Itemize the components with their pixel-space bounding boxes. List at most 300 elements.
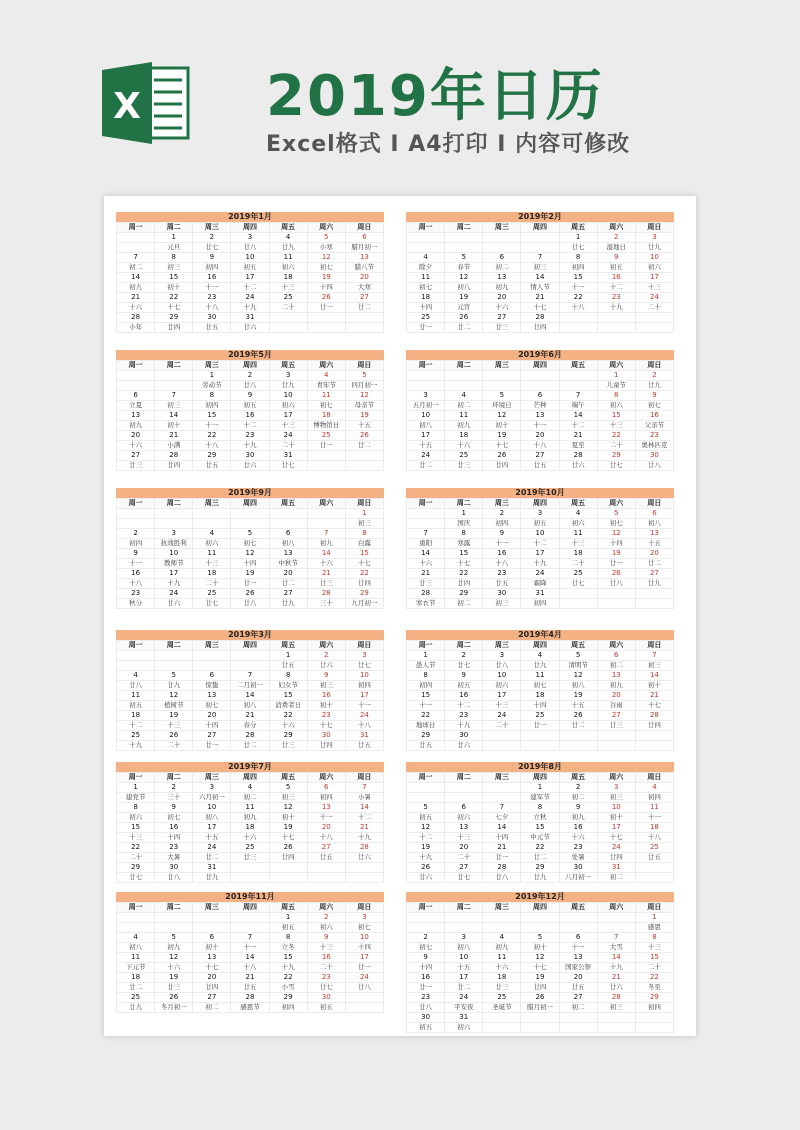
lunar-label: 廿七 [193,599,231,609]
lunar-label: 白露 [345,539,383,549]
lunar-label: 母亲节 [345,401,383,411]
day-number [483,371,521,381]
day-number [483,233,521,243]
day-number: 3 [445,933,483,943]
day-number: 2 [445,651,483,661]
lunar-label: 初八 [635,519,673,529]
day-number: 25 [231,843,269,853]
lunar-label [117,923,155,933]
lunar-label: 廿六 [345,853,383,863]
lunar-label [483,243,521,253]
day-number: 1 [193,371,231,381]
lunar-label [597,323,635,333]
day-number: 20 [345,273,383,283]
lunar-label [559,599,597,609]
lunar-label: 三十 [307,599,345,609]
day-number [559,731,597,741]
month-block [116,212,384,333]
day-number: 8 [407,671,445,681]
lunar-label: 廿八 [597,579,635,589]
day-number: 21 [307,569,345,579]
day-number: 12 [407,823,445,833]
lunar-label: 十七 [635,701,673,711]
day-number: 20 [635,549,673,559]
weekday-header: 周日 [345,361,383,371]
day-number: 25 [193,589,231,599]
day-number: 11 [117,953,155,963]
lunar-label: 十三 [307,943,345,953]
day-number: 22 [407,711,445,721]
day-number: 13 [445,823,483,833]
day-number: 19 [269,823,307,833]
day-number [521,371,559,381]
lunar-label: 廿三 [597,721,635,731]
lunar-label: 十九 [597,963,635,973]
lunar-label: 廿八 [407,1003,445,1013]
day-number: 24 [155,589,193,599]
month-grid [116,360,384,471]
day-number: 6 [597,651,635,661]
lunar-label: 十八 [193,441,231,451]
weekday-header: 周三 [193,641,231,651]
day-number: 28 [559,451,597,461]
day-number: 8 [559,253,597,263]
lunar-label [635,873,673,883]
day-number: 14 [635,671,673,681]
lunar-label: 廿九 [635,381,673,391]
day-number: 5 [269,783,307,793]
lunar-label: 消费者日 [269,701,307,711]
lunar-label: 廿三 [269,741,307,751]
lunar-label: 初六 [635,263,673,273]
lunar-label: 十三 [597,421,635,431]
day-number: 10 [445,953,483,963]
day-number: 6 [559,933,597,943]
day-number [231,651,269,661]
lunar-label: 初五 [231,401,269,411]
weekday-header: 周四 [231,773,269,783]
day-number: 21 [231,973,269,983]
lunar-label: 廿七 [559,579,597,589]
lunar-label: 初七 [155,813,193,823]
day-number: 15 [407,691,445,701]
lunar-label: 廿二 [269,579,307,589]
lunar-label: 十八 [193,303,231,313]
weekday-header: 周一 [407,499,445,509]
month-title: 2019年7月 [116,762,384,772]
day-number: 19 [155,711,193,721]
month-block [406,762,674,883]
weekday-header: 周四 [521,361,559,371]
day-number: 23 [117,589,155,599]
day-number: 23 [445,711,483,721]
lunar-label: 廿五 [559,983,597,993]
lunar-label [307,873,345,883]
lunar-label: 初九 [483,283,521,293]
day-number: 18 [307,411,345,421]
day-number: 31 [345,731,383,741]
lunar-label: 初七 [193,701,231,711]
lunar-label: 初十 [193,943,231,953]
day-number: 13 [483,273,521,283]
lunar-label: 初五 [445,681,483,691]
day-number: 13 [193,953,231,963]
weekday-header: 周五 [559,499,597,509]
day-number: 8 [597,391,635,401]
lunar-label: 芒种 [521,401,559,411]
lunar-label: 廿四 [155,323,193,333]
day-number: 15 [445,549,483,559]
lunar-label: 初六 [269,401,307,411]
day-number: 27 [483,313,521,323]
lunar-label: 初八 [193,813,231,823]
lunar-label: 腊月初一 [521,1003,559,1013]
day-number: 23 [635,431,673,441]
day-number: 14 [307,549,345,559]
weekday-header: 周五 [269,223,307,233]
lunar-label: 十三 [635,943,673,953]
lunar-label: 廿三 [117,461,155,471]
lunar-label: 廿四 [521,983,559,993]
lunar-label: 初五 [407,813,445,823]
day-number: 1 [269,913,307,923]
lunar-label [559,323,597,333]
lunar-label [307,323,345,333]
day-number: 27 [559,993,597,1003]
day-number [597,913,635,923]
lunar-label: 廿六 [559,461,597,471]
day-number: 19 [307,273,345,283]
lunar-label: 十四 [597,539,635,549]
day-number: 13 [117,411,155,421]
day-number [307,509,345,519]
day-number: 16 [307,953,345,963]
day-number: 10 [521,529,559,539]
day-number: 18 [117,711,155,721]
lunar-label [117,661,155,671]
day-number: 29 [193,451,231,461]
lunar-label [635,1023,673,1033]
day-number: 3 [231,233,269,243]
weekday-header: 周六 [307,641,345,651]
month-grid [116,222,384,333]
lunar-label: 二十 [269,441,307,451]
weekday-header: 周六 [307,773,345,783]
lunar-label: 初四 [269,1003,307,1013]
lunar-label: 冬月初一 [155,1003,193,1013]
lunar-label: 重阳 [407,539,445,549]
day-number: 19 [559,691,597,701]
day-number [635,863,673,873]
day-number: 4 [193,529,231,539]
month-grid [406,498,674,609]
day-number: 3 [269,371,307,381]
lunar-label: 初八 [445,283,483,293]
lunar-label: 清明节 [559,661,597,671]
lunar-label: 廿五 [193,461,231,471]
day-number: 10 [345,671,383,681]
lunar-label: 中秋节 [269,559,307,569]
day-number: 16 [635,411,673,421]
day-number: 4 [559,509,597,519]
day-number: 1 [559,233,597,243]
lunar-label: 初二 [231,793,269,803]
day-number: 8 [635,933,673,943]
day-number [307,451,345,461]
lunar-label: 初十 [155,421,193,431]
day-number: 23 [155,843,193,853]
lunar-label: 十八 [231,963,269,973]
lunar-label: 十八 [521,441,559,451]
day-number: 27 [117,451,155,461]
month-grid [116,640,384,751]
day-number: 26 [559,711,597,721]
lunar-label: 廿七 [445,873,483,883]
day-number: 8 [445,529,483,539]
month-title: 2019年3月 [116,630,384,640]
day-number: 25 [635,843,673,853]
day-number: 21 [407,569,445,579]
day-number: 1 [345,509,383,519]
lunar-label: 十七 [521,963,559,973]
day-number [407,233,445,243]
lunar-label: 廿六 [155,599,193,609]
day-number: 31 [445,1013,483,1023]
day-number: 4 [445,391,483,401]
day-number: 24 [445,993,483,1003]
day-number: 11 [559,529,597,539]
day-number: 17 [483,691,521,701]
lunar-label [345,873,383,883]
lunar-label [483,1023,521,1033]
weekday-header: 周四 [231,223,269,233]
day-number: 10 [597,803,635,813]
lunar-label: 立夏 [117,401,155,411]
day-number: 1 [117,783,155,793]
lunar-label: 初十 [269,813,307,823]
day-number: 28 [521,313,559,323]
lunar-label [193,661,231,671]
lunar-label: 廿二 [559,721,597,731]
day-number: 22 [597,431,635,441]
lunar-label: 廿四 [193,983,231,993]
lunar-label: 立冬 [269,943,307,953]
weekday-header: 周五 [559,223,597,233]
day-number: 1 [635,913,673,923]
lunar-label: 廿四 [155,461,193,471]
day-number: 28 [231,993,269,1003]
lunar-label: 八月初一 [559,873,597,883]
day-number: 24 [345,973,383,983]
lunar-label: 廿二 [231,741,269,751]
lunar-label [345,323,383,333]
day-number: 21 [231,711,269,721]
day-number: 14 [231,691,269,701]
lunar-label: 初六 [193,539,231,549]
day-number: 21 [521,293,559,303]
lunar-label: 初七 [635,401,673,411]
lunar-label: 廿四 [635,721,673,731]
weekday-header: 周三 [193,361,231,371]
day-number: 15 [635,953,673,963]
lunar-label: 廿五 [231,983,269,993]
day-number [155,371,193,381]
day-number: 11 [231,803,269,813]
lunar-label: 廿七 [445,661,483,671]
lunar-label: 廿四 [521,323,559,333]
lunar-label [231,923,269,933]
lunar-label: 廿九 [155,681,193,691]
day-number: 4 [635,783,673,793]
day-number [345,993,383,1003]
day-number: 1 [155,233,193,243]
lunar-label: 廿三 [483,323,521,333]
day-number: 15 [269,953,307,963]
lunar-label: 寒露 [445,539,483,549]
lunar-label: 初四 [117,539,155,549]
day-number [559,913,597,923]
lunar-label: 初九 [155,943,193,953]
day-number: 28 [231,731,269,741]
lunar-label: 十七 [269,833,307,843]
lunar-label: 初七 [345,923,383,933]
lunar-label: 十一 [193,283,231,293]
lunar-label: 十九 [269,963,307,973]
lunar-label: 大寒 [345,283,383,293]
calendar-sheet [104,196,696,1036]
lunar-label: 十六 [307,559,345,569]
day-number [117,913,155,923]
day-number: 14 [345,803,383,813]
lunar-label: 廿七 [307,983,345,993]
lunar-label: 感恩节 [231,1003,269,1013]
day-number: 1 [521,783,559,793]
day-number [521,731,559,741]
lunar-label: 廿二 [193,853,231,863]
day-number: 10 [155,549,193,559]
day-number: 18 [407,293,445,303]
day-number: 6 [269,529,307,539]
lunar-label: 小满 [155,441,193,451]
day-number: 4 [117,933,155,943]
day-number [483,913,521,923]
lunar-label [445,381,483,391]
lunar-label: 十五 [445,963,483,973]
lunar-label: 抗战胜利 [155,539,193,549]
weekday-header: 周日 [635,773,673,783]
day-number: 15 [345,549,383,559]
day-number: 25 [307,431,345,441]
day-number: 24 [269,431,307,441]
lunar-label: 廿八 [635,461,673,471]
weekday-header: 周二 [155,223,193,233]
day-number: 22 [635,973,673,983]
day-number: 20 [193,973,231,983]
lunar-label: 初七 [597,519,635,529]
day-number [635,313,673,323]
weekday-header: 周四 [521,499,559,509]
lunar-label: 二十 [635,303,673,313]
day-number: 20 [117,431,155,441]
lunar-label: 十九 [231,303,269,313]
lunar-label: 初十 [521,943,559,953]
day-number: 22 [521,843,559,853]
day-number [483,1013,521,1023]
day-number: 29 [117,863,155,873]
day-number: 18 [117,973,155,983]
day-number: 29 [269,731,307,741]
lunar-label: 二十 [597,441,635,451]
lunar-label: 十二 [407,833,445,843]
lunar-label: 初四 [193,401,231,411]
day-number: 20 [193,711,231,721]
lunar-label: 初九 [597,681,635,691]
lunar-label: 廿八 [483,873,521,883]
lunar-label: 初三 [597,793,635,803]
lunar-label: 十四 [407,963,445,973]
month-block [116,488,384,609]
lunar-label: 初十 [483,421,521,431]
lunar-label: 七夕 [483,813,521,823]
lunar-label: 初八 [559,681,597,691]
lunar-label: 十九 [597,303,635,313]
day-number: 20 [483,293,521,303]
weekday-header: 周一 [407,223,445,233]
day-number: 6 [483,253,521,263]
day-number: 2 [597,233,635,243]
lunar-label: 十六 [407,559,445,569]
day-number: 20 [559,973,597,983]
weekday-header: 周三 [483,641,521,651]
weekday-header: 周二 [445,361,483,371]
lunar-label: 初六 [117,813,155,823]
weekday-header: 周六 [307,903,345,913]
month-grid [116,902,384,1013]
day-number: 7 [155,391,193,401]
month-grid [116,772,384,883]
lunar-label: 十九 [117,741,155,751]
weekday-header: 周五 [269,361,307,371]
day-number: 15 [521,823,559,833]
lunar-label: 廿四 [597,853,635,863]
lunar-label [269,323,307,333]
day-number: 24 [635,293,673,303]
lunar-label: 端午 [559,401,597,411]
lunar-label: 初四 [635,793,673,803]
lunar-label: 初八 [269,539,307,549]
day-number: 11 [307,391,345,401]
day-number: 12 [597,529,635,539]
lunar-label: 初三 [155,401,193,411]
lunar-label: 廿六 [597,983,635,993]
lunar-label: 初五 [407,1023,445,1033]
lunar-label: 十三 [269,283,307,293]
weekday-header: 周一 [117,361,155,371]
day-number [193,913,231,923]
lunar-label [407,923,445,933]
lunar-label: 廿八 [155,873,193,883]
day-number: 28 [407,589,445,599]
day-number: 26 [521,993,559,1003]
lunar-label: 初四 [193,263,231,273]
month-grid [406,640,674,751]
day-number: 11 [193,549,231,559]
lunar-label [117,519,155,529]
weekday-header: 周五 [269,641,307,651]
lunar-label: 廿八 [345,983,383,993]
day-number [307,863,345,873]
day-number: 29 [407,731,445,741]
